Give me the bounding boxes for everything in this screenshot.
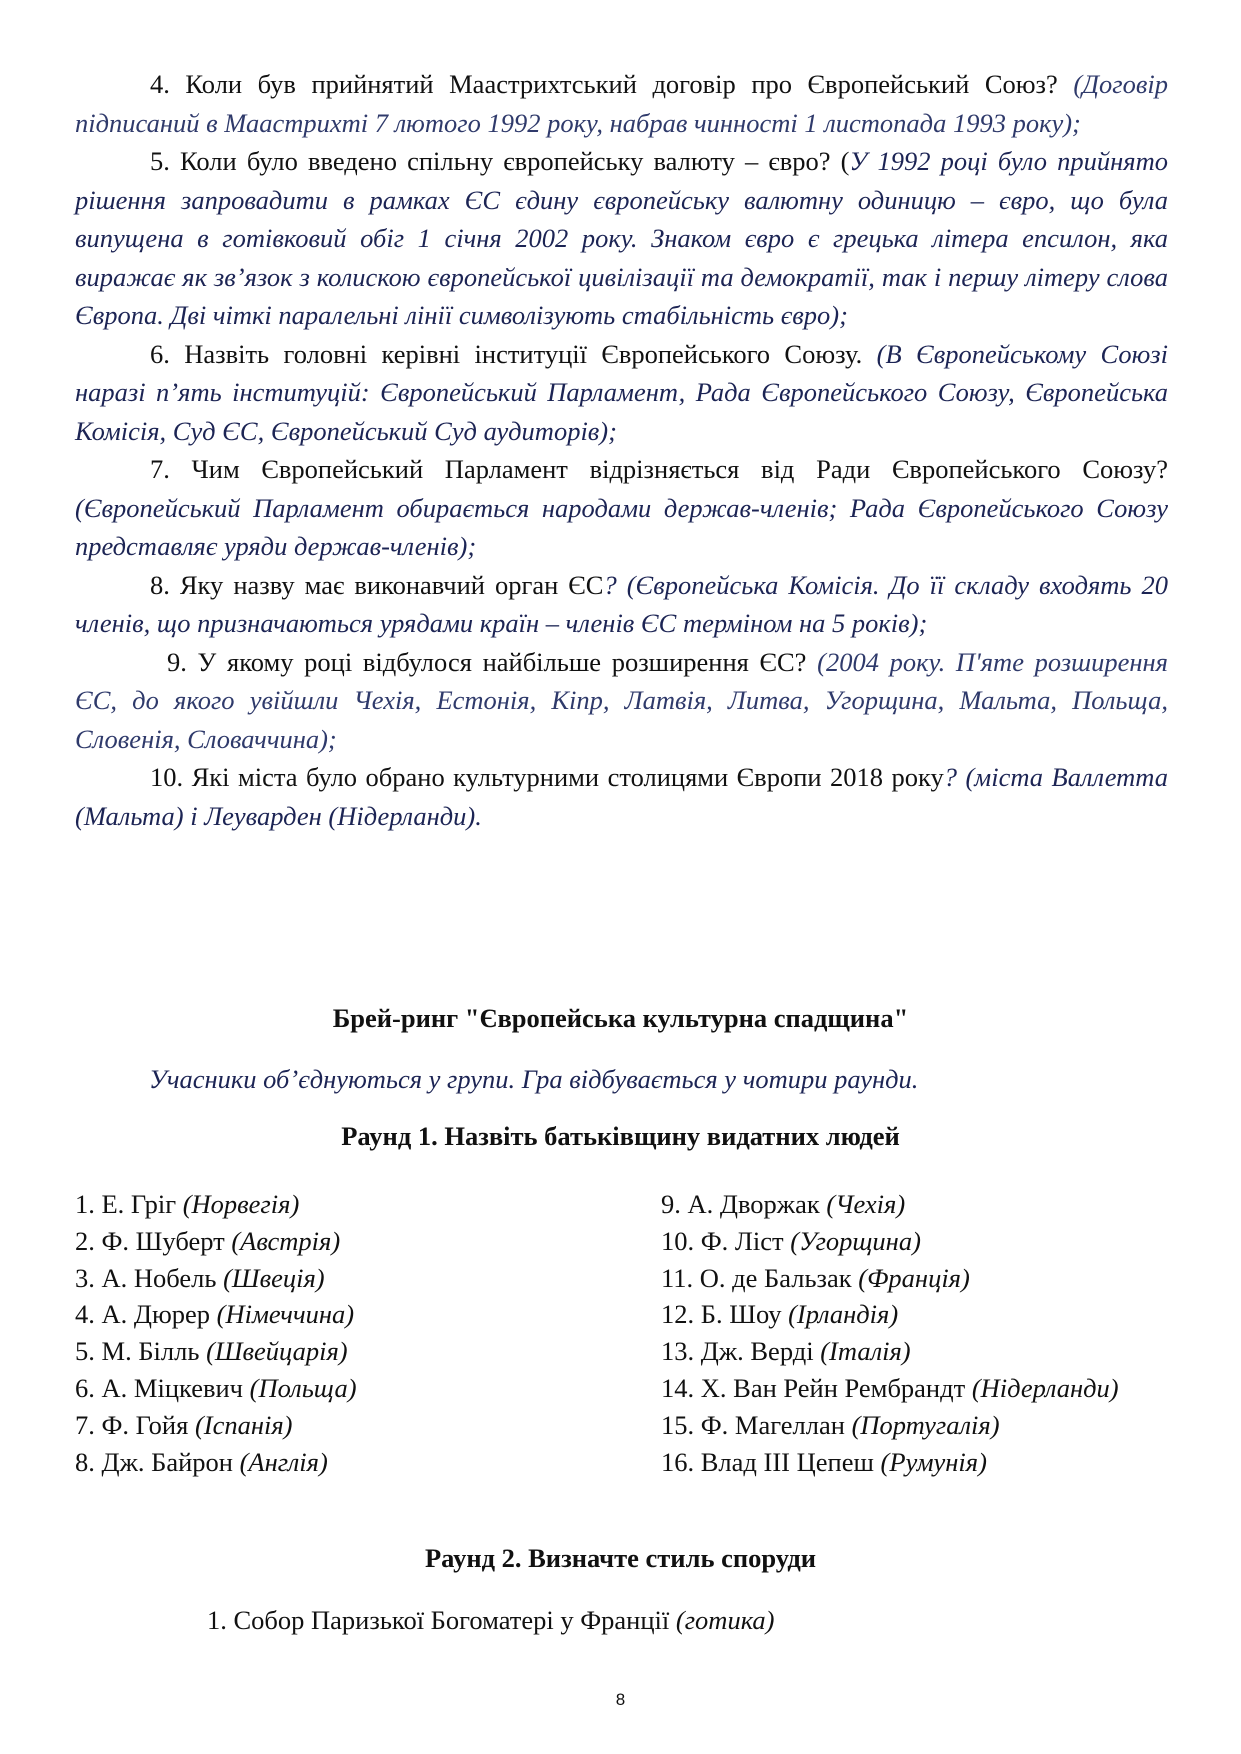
list-item — [661, 1260, 1119, 1297]
question-10 — [75, 758, 1168, 835]
person-name: 8. Дж. Байрон — [75, 1446, 240, 1477]
country-answer: (Англія) — [239, 1446, 328, 1477]
country-answer: (Ірландія) — [788, 1299, 899, 1330]
question-text: 9. У якому році відбулося найбільше розширення ЄС? — [167, 646, 818, 677]
building-name: 1. Собор Паризької Богоматері у Франції — [207, 1605, 676, 1635]
question-text: 5. Коли було введено спільну європейську валюту – євро? ( — [150, 146, 850, 176]
country-answer: (Польща) — [249, 1372, 357, 1403]
list-item — [661, 1186, 1119, 1223]
country-answer: (Швеція) — [223, 1262, 325, 1293]
question-text: 10. Які міста було обрано культурними столицями Європи 2018 року — [150, 762, 944, 792]
person-name: 12. Б. Шоу — [661, 1299, 789, 1330]
question-answer: (Європейський Парламент обирається народами держав-членів; Рада Європейського Союзу представляє уряди держав-членів); — [75, 492, 1168, 561]
question-7 — [75, 450, 1168, 566]
list-item — [661, 1333, 1119, 1370]
person-name: 11. О. де Бальзак — [661, 1262, 859, 1293]
country-answer: (Угорщина) — [790, 1225, 921, 1256]
question-answer: (В Європейському Союзі наразі п’ять інституцій: Європейський Парламент, Рада Європейського Союзу, Європейська Комісія, Суд ЄС, Європейський Суд аудиторів); — [75, 338, 1169, 446]
country-answer: (Австрія) — [231, 1225, 341, 1256]
list-item — [75, 1407, 357, 1444]
question-8 — [75, 566, 1168, 643]
quiz-questions — [75, 65, 1168, 835]
person-name: 1. Е. Гріг — [75, 1189, 183, 1219]
list-item — [661, 1370, 1119, 1407]
question-answer: У 1992 році було прийнято рішення запровадити в рамках ЄС єдину європейську валютну одиницю – євро, що була випущена в готівковий обіг 1 січня 2002 року. Знаком євро є грецька літера епсилон, яка виражає як зв’язок з колискою європейської цивілізації та демократії, так і першу літеру слова Європа. Дві чіткі паралельні лінії символізують стабільність євро); — [75, 146, 1168, 330]
country-answer: (Румунія) — [880, 1446, 987, 1477]
person-name: 13. Дж. Верді — [661, 1336, 821, 1367]
country-answer: (Німеччина) — [216, 1299, 355, 1330]
round-1-list-right — [661, 1186, 1119, 1480]
question-4 — [75, 65, 1168, 142]
list-item — [661, 1444, 1119, 1481]
question-answer: ? (Європейська Комісія. До її складу входять 20 членів, що призначаються урядами країн – членів ЄС терміном на 5 років); — [75, 569, 1168, 638]
round-1-list-left — [75, 1186, 357, 1480]
page-number: 8 — [615, 1690, 626, 1709]
person-name: 14. Х. Ван Рейн Рембрандт — [661, 1372, 972, 1403]
list-item — [75, 1260, 357, 1297]
question-answer: ? (міста Валлетта (Мальта) і Леуварден (Нідерланди). — [75, 762, 1168, 831]
list-item — [661, 1296, 1119, 1333]
person-name: 2. Ф. Шуберт — [75, 1225, 232, 1256]
person-name: 15. Ф. Магеллан — [661, 1409, 852, 1440]
country-answer: (Норвегія) — [182, 1189, 300, 1219]
question-answer: (2004 року. П'яте розширення ЄС, до якого увійшли Чехія, Естонія, Кіпр, Латвія, Литва, Угорщина, Мальта, Польща, Словенія, Словаччина); — [75, 646, 1168, 754]
list-item — [661, 1223, 1119, 1260]
list-item — [75, 1223, 357, 1260]
list-item — [75, 1444, 357, 1481]
country-answer: (Швейцарія) — [206, 1336, 348, 1367]
country-answer: (Іспанія) — [194, 1409, 293, 1440]
round-1-title: Раунд 1. Назвіть батьківщину видатних людей — [341, 1121, 900, 1151]
person-name: 4. А. Дюрер — [75, 1299, 217, 1330]
person-name: 16. Влад ІІІ Цепеш — [661, 1446, 881, 1477]
list-item — [75, 1333, 357, 1370]
country-answer: (Нідерланди) — [971, 1372, 1119, 1403]
country-answer: (Чехія) — [826, 1189, 906, 1219]
question-text: 4. Коли був прийнятий Маастрихтський договір про Європейський Союз? — [150, 69, 1074, 99]
country-answer: (Франція) — [858, 1262, 970, 1293]
round-2-item — [207, 1605, 775, 1636]
country-answer: (Італія) — [820, 1336, 911, 1367]
list-item — [75, 1370, 357, 1407]
brain-ring-title: Брей-ринг "Європейська культурна спадщина" — [332, 1003, 909, 1033]
style-answer: (готика) — [675, 1605, 775, 1635]
person-name: 9. А. Дворжак — [661, 1189, 827, 1219]
brain-ring-intro: Учасники об’єднуються у групи. Гра відбувається у чотири раунди. — [149, 1064, 919, 1094]
question-text: 7. Чим Європейський Парламент відрізняється від Ради Європейського Союзу? — [150, 454, 1168, 484]
person-name: 10. Ф. Ліст — [661, 1225, 791, 1256]
list-item — [75, 1296, 357, 1333]
question-9 — [75, 643, 1168, 759]
person-name: 3. А. Нобель — [75, 1262, 224, 1293]
list-item — [661, 1407, 1119, 1444]
list-item — [75, 1186, 357, 1223]
question-5 — [75, 142, 1168, 335]
question-6 — [75, 335, 1168, 451]
person-name: 5. М. Білль — [75, 1336, 207, 1367]
country-answer: (Португалія) — [851, 1409, 1000, 1440]
question-text: 6. Назвіть головні керівні інституції Європейського Союзу. — [150, 338, 877, 369]
person-name: 6. А. Міцкевич — [75, 1372, 250, 1403]
question-answer: (Договір підписаний в Маастрихті 7 лютого 1992 року, набрав чинності 1 листопада 1993 року); — [75, 69, 1168, 138]
round-2-title: Раунд 2. Визначте стиль споруди — [424, 1543, 817, 1573]
question-text: 8. Яку назву має виконавчий орган ЄС — [150, 569, 604, 600]
person-name: 7. Ф. Гойя — [75, 1409, 195, 1440]
